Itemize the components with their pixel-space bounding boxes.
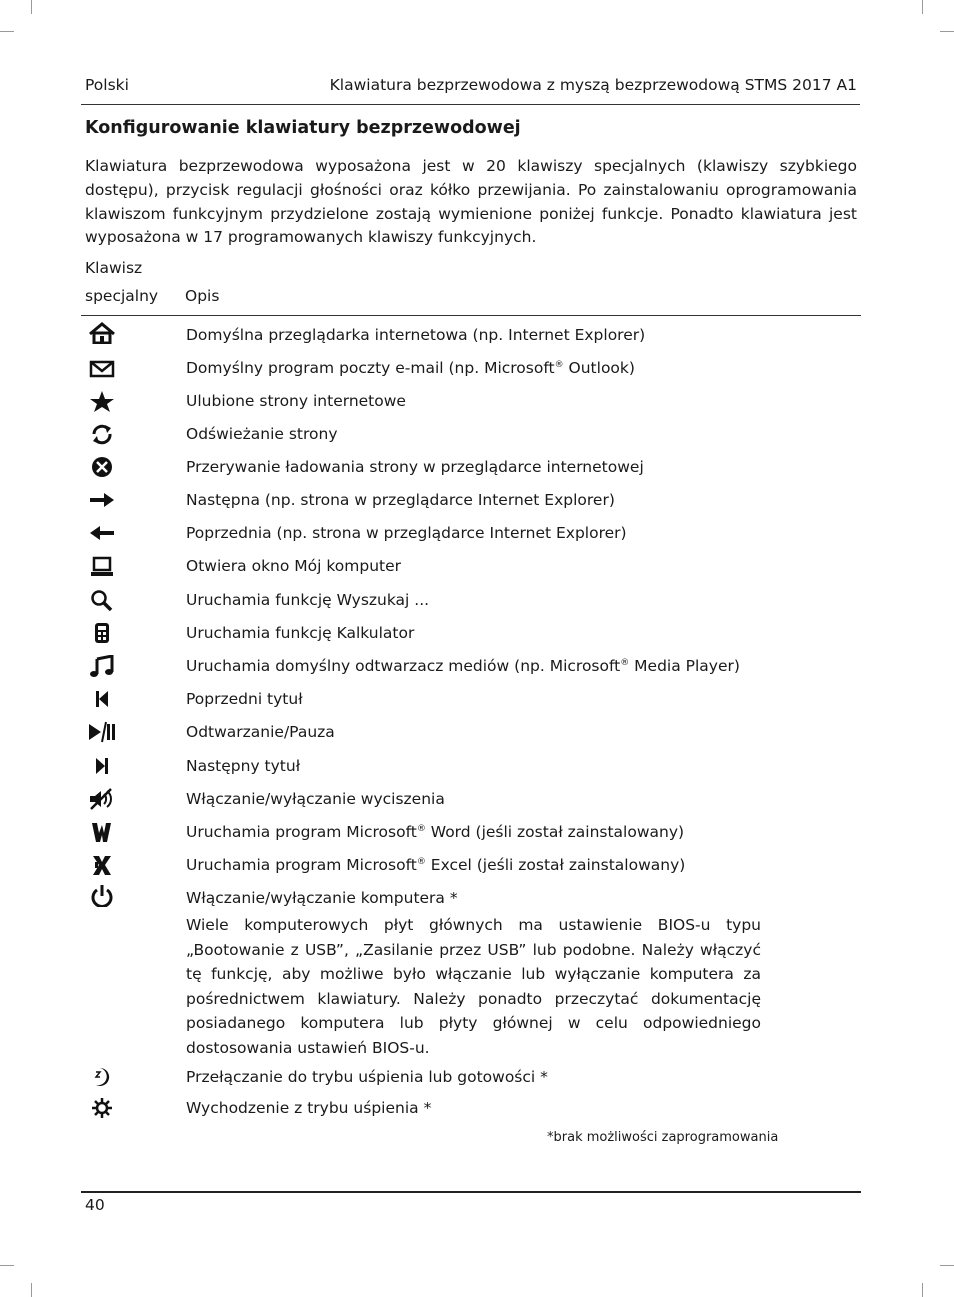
calculator-icon bbox=[88, 622, 116, 644]
key-description: Odświeżanie strony bbox=[186, 425, 338, 443]
key-description: Następna (np. strona w przeglądarce Internet Explorer) bbox=[186, 491, 615, 509]
key-description: Uruchamia domyślny odtwarzacz mediów (np. Microsoft® Media Player) bbox=[186, 657, 740, 675]
refresh-icon bbox=[88, 423, 116, 445]
previous-track-icon bbox=[88, 688, 116, 710]
key-description: Przerywanie ładowania strony w przeglądarce internetowej bbox=[186, 458, 644, 476]
key-description: Domyślny program poczty e-mail (np. Microsoft® Outlook) bbox=[186, 359, 635, 377]
section-title: Konfigurowanie klawiatury bezprzewodowej bbox=[85, 118, 521, 138]
page-number: 40 bbox=[85, 1196, 105, 1214]
crop-mark bbox=[940, 1265, 954, 1266]
power-icon bbox=[88, 885, 116, 907]
table-divider bbox=[81, 315, 861, 316]
home-icon bbox=[88, 322, 116, 344]
search-icon bbox=[88, 589, 116, 611]
sleep-icon bbox=[88, 1066, 116, 1088]
word-icon bbox=[88, 821, 116, 843]
page-header bbox=[85, 76, 857, 98]
stop-icon bbox=[88, 456, 116, 478]
crop-mark bbox=[922, 1283, 923, 1297]
wake-icon bbox=[88, 1097, 116, 1119]
key-description: Poprzednia (np. strona w przeglądarce Internet Explorer) bbox=[186, 524, 627, 542]
key-description: Ulubione strony internetowe bbox=[186, 392, 406, 410]
header-language: Polski bbox=[85, 76, 129, 94]
crop-mark bbox=[922, 0, 923, 14]
key-description: Odtwarzanie/Pauza bbox=[186, 723, 335, 741]
arrow-left-icon bbox=[88, 522, 116, 544]
column-header-key-line2: specjalny bbox=[85, 287, 159, 305]
key-description: Wychodzenie z trybu uśpienia * bbox=[186, 1099, 432, 1117]
computer-icon bbox=[88, 555, 116, 577]
column-header-key: Klawisz bbox=[85, 259, 143, 277]
key-description: Włączanie/wyłączanie komputera * bbox=[186, 889, 458, 907]
key-note: Wiele komputerowych płyt głównych ma ustawienie BIOS-u typu „Bootowanie z USB”, „Zasilanie przez USB” lub podobne. Należy włączyć tę funkcję, aby możliwe było włączanie lub wyłączanie komputera za pośrednictwem klawiatury. Należy ponadto przeczytać dokumentację posiadanego komputera lub płyty głównej w celu odpowiedniego dostosowania ustawień BIOS-u. bbox=[186, 916, 761, 1057]
header-product-title: Klawiatura bezprzewodowa z myszą bezprzewodową STMS 2017 A1 bbox=[329, 76, 857, 94]
key-description: Domyślna przeglądarka internetowa (np. Internet Explorer) bbox=[186, 326, 646, 344]
key-description: Otwiera okno Mój komputer bbox=[186, 557, 402, 575]
key-description: Włączanie/wyłączanie wyciszenia bbox=[186, 790, 445, 808]
mute-icon bbox=[88, 788, 116, 810]
next-track-icon bbox=[88, 755, 116, 777]
music-icon bbox=[88, 655, 116, 677]
crop-mark bbox=[31, 1283, 32, 1297]
play-pause-icon bbox=[88, 721, 116, 743]
footer-divider bbox=[81, 1191, 861, 1193]
key-description: Uruchamia funkcję Kalkulator bbox=[186, 624, 415, 642]
crop-mark bbox=[0, 31, 14, 32]
footnote: *brak możliwości zaprogramowania bbox=[547, 1130, 779, 1145]
crop-mark bbox=[940, 31, 954, 32]
header-divider bbox=[81, 104, 860, 105]
key-description: Poprzedni tytuł bbox=[186, 690, 303, 708]
key-description: Następny tytuł bbox=[186, 757, 301, 775]
excel-icon bbox=[88, 854, 116, 876]
mail-icon bbox=[88, 357, 116, 379]
crop-mark bbox=[0, 1265, 14, 1266]
key-description: Uruchamia program Microsoft® Word (jeśli został zainstalowany) bbox=[186, 823, 685, 841]
star-icon bbox=[88, 390, 116, 412]
key-description: Przełączanie do trybu uśpienia lub gotowości * bbox=[186, 1068, 548, 1086]
crop-mark bbox=[31, 0, 32, 14]
key-description: Uruchamia program Microsoft® Excel (jeśli został zainstalowany) bbox=[186, 856, 686, 874]
arrow-right-icon bbox=[88, 489, 116, 511]
intro-paragraph: Klawiatura bezprzewodowa wyposażona jest w 20 klawiszy specjalnych (klawiszy szybkiego dostępu), przycisk regulacji głośności oraz kółko przewijania. Po zainstalowaniu oprogramowania klawiszom funkcyjnym przydzielone zostają wymienione poniżej funkcje. Ponadto klawiatura jest wyposażona w 17 programowanych klawiszy funkcyjnych. bbox=[85, 157, 857, 247]
column-header-description: Opis bbox=[185, 287, 220, 305]
key-description: Uruchamia funkcję Wyszukaj ... bbox=[186, 591, 430, 609]
